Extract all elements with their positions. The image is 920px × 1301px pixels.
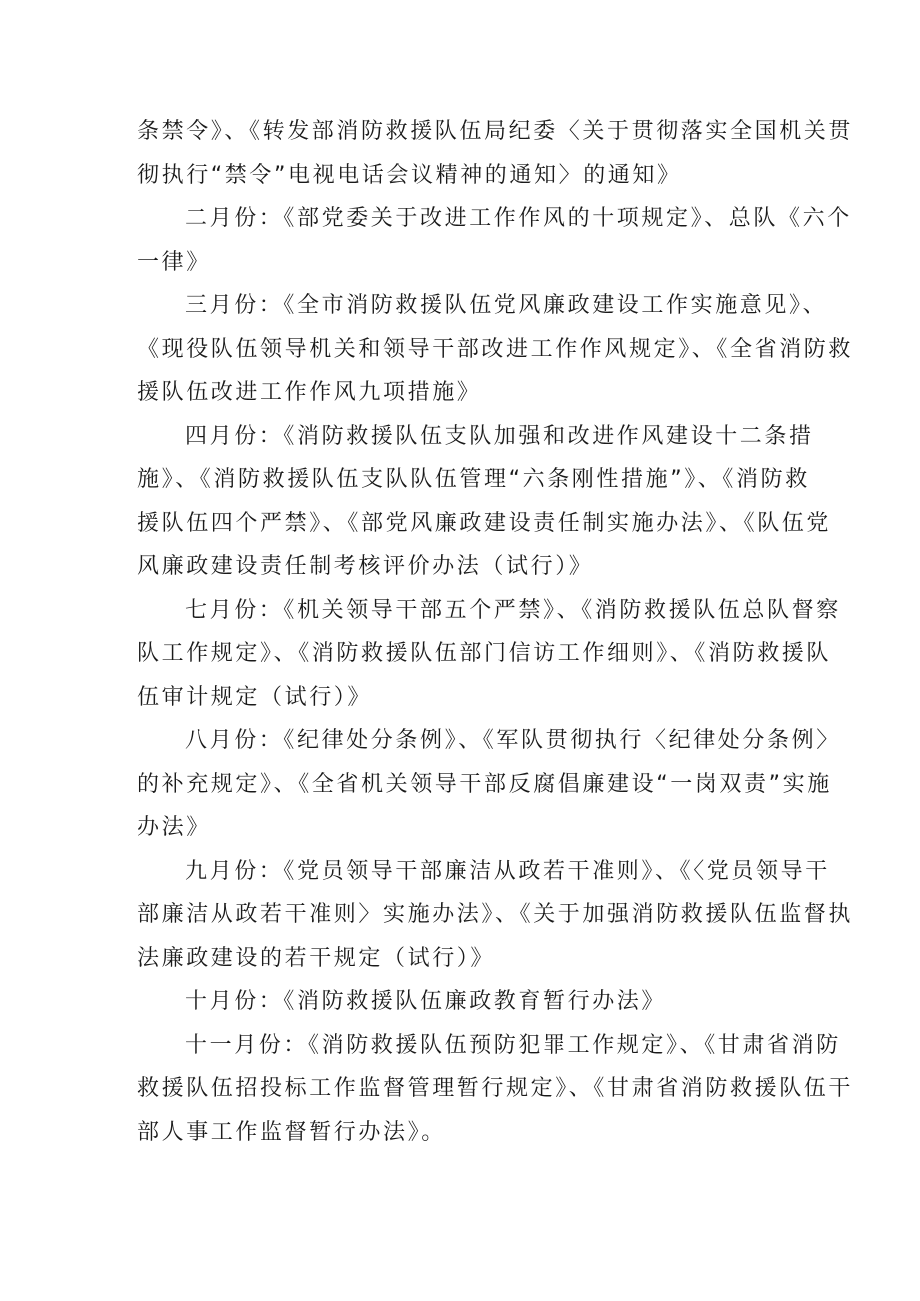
- text-line: 八月份：《纪律处分条例》、《军队贯彻执行〈纪律处分条例〉: [185, 728, 841, 753]
- text-line: 队工作规定》、《消防救援队伍部门信访工作细则》、《消防救援队: [137, 641, 832, 666]
- paragraph-march: [137, 284, 854, 415]
- text-line: 施》、《消防救援队伍支队队伍管理“六条刚性措施”》、《消防救: [137, 467, 810, 492]
- paragraph-august: [137, 719, 841, 850]
- text-line: 一律》: [137, 249, 211, 275]
- text-line: 救援队伍招投标工作监督管理暂行规定》、《甘肃省消防救援队伍干: [137, 1076, 854, 1101]
- text-line: 十一月份：《消防救援队伍预防犯罪工作规定》、《甘肃省消防: [185, 1032, 841, 1058]
- text-line: 部人事工作监督暂行办法》。: [137, 1119, 446, 1145]
- paragraph-november: [137, 1024, 854, 1155]
- text-line: 四月份：《消防救援队伍支队加强和改进作风建设十二条措: [185, 423, 814, 449]
- text-line: 条禁令》、《转发部消防救援队伍局纪委〈关于贯彻落实全国机关贯: [137, 119, 854, 144]
- text-line: 二月份：《部党委关于改进工作作风的十项规定》、总队《六个: [185, 206, 852, 231]
- text-line: 的补充规定》、《全省机关领导干部反腐倡廉建设“一岗双责”实施: [137, 771, 832, 797]
- text-line: 三月份：《全市消防救援队伍党风廉政建设工作实施意见》、: [185, 293, 828, 318]
- text-line: 援队伍改进工作作风九项措施》: [137, 380, 482, 405]
- paragraph-september: [137, 850, 854, 981]
- text-line: 部廉洁从政若干准则〉实施办法》、《关于加强消防救援队伍监督执: [137, 902, 854, 927]
- text-line: 《现役队伍领导机关和领导干部改进工作作风规定》、《全省消防救: [137, 336, 854, 362]
- text-line: 风廉政建设责任制考核评价办法（试行）》: [137, 554, 594, 579]
- paragraph-february: [137, 197, 852, 284]
- paragraph-continuation: [137, 110, 854, 197]
- text-line: 法廉政建设的若干规定（试行）》: [137, 945, 496, 971]
- text-line: 伍审计规定（试行）》: [137, 684, 373, 710]
- text-line: 十月份：《消防救援队伍廉政教育暂行办法》: [185, 989, 667, 1014]
- paragraph-april: [137, 415, 832, 589]
- text-line: 七月份：《机关领导干部五个严禁》、《消防救援队伍总队督察: [185, 597, 841, 623]
- text-line: 彻执行“禁令”电视电话会议精神的通知〉的通知》: [137, 162, 682, 188]
- document-page: [137, 110, 854, 1154]
- paragraph-july: [137, 589, 841, 720]
- text-line: 办法》: [137, 815, 211, 840]
- text-line: 援队伍四个严禁》、《部党风廉政建设责任制实施办法》、《队伍党: [137, 510, 832, 536]
- text-line: 九月份：《党员领导干部廉洁从政若干准则》、《〈党员领导干: [185, 858, 830, 884]
- paragraph-october: [137, 980, 787, 1024]
